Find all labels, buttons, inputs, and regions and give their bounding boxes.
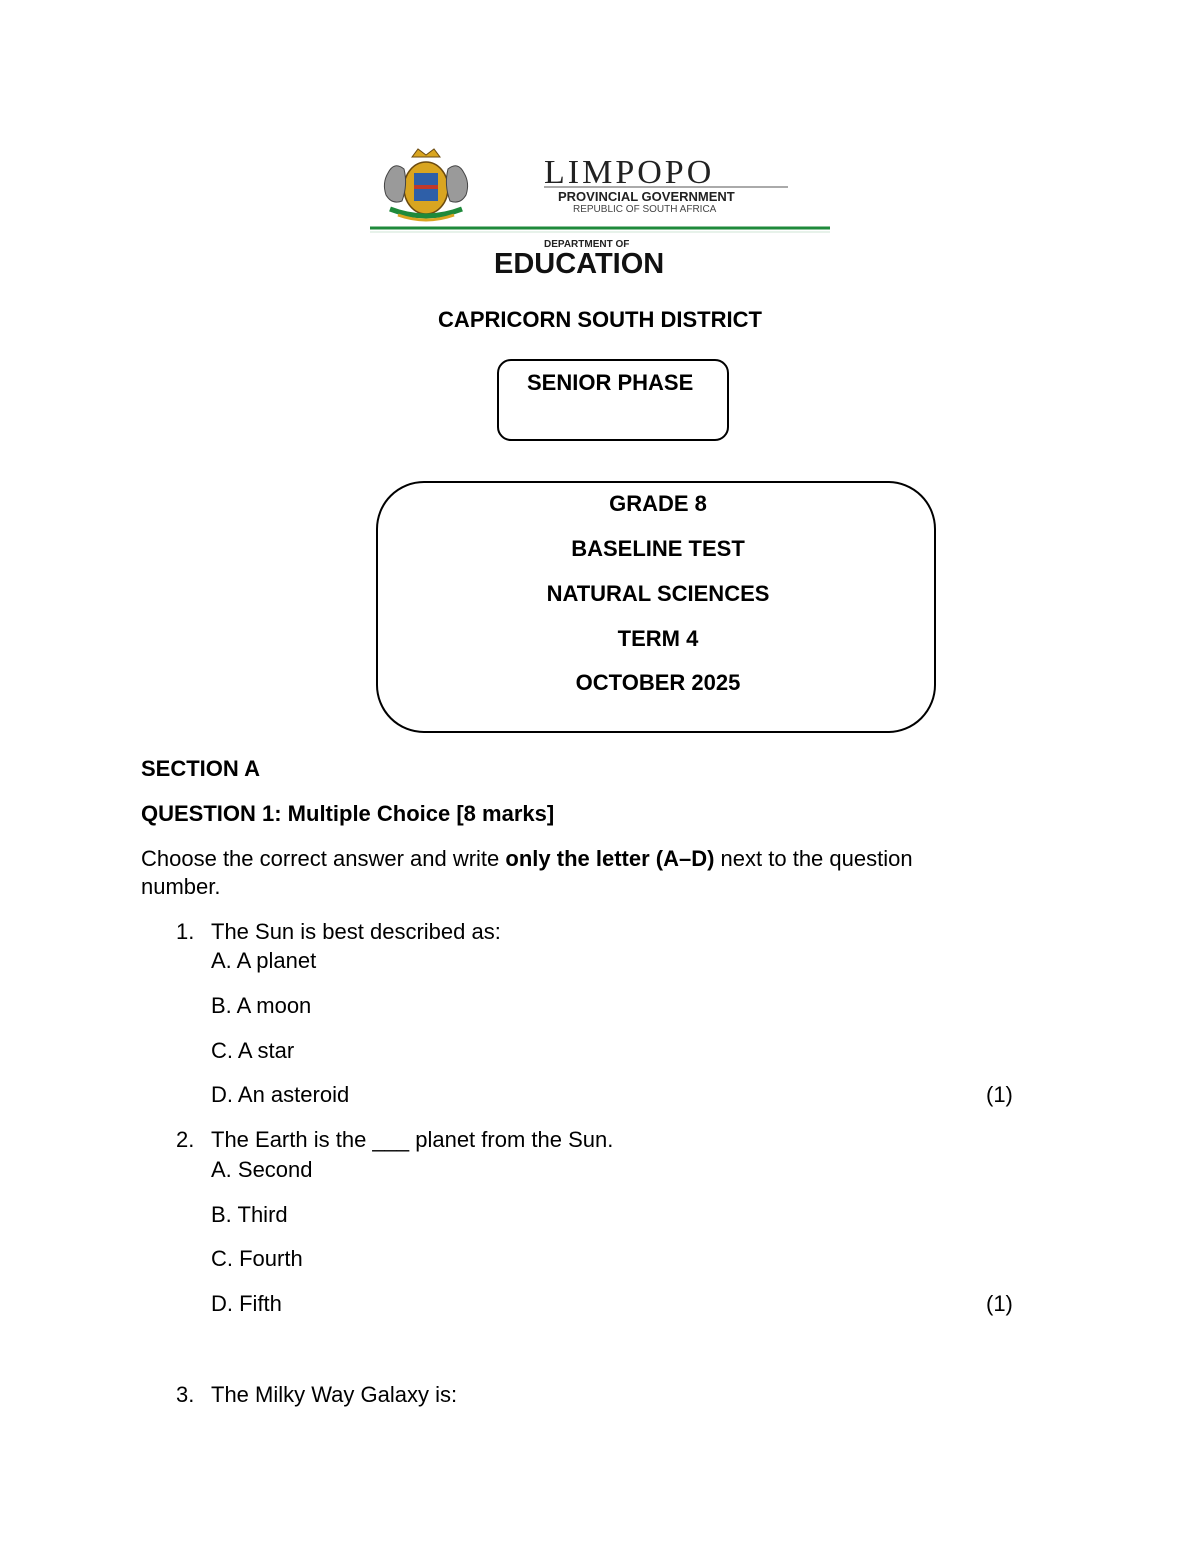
option: B. A moon bbox=[211, 993, 312, 1018]
info-grade: GRADE 8 bbox=[609, 491, 707, 516]
option: D. An asteroid bbox=[211, 1082, 350, 1107]
option: A. Second bbox=[211, 1157, 313, 1182]
question-number: 2. bbox=[176, 1127, 195, 1152]
question-number: 1. bbox=[176, 919, 195, 944]
question-text: The Milky Way Galaxy is: bbox=[211, 1382, 458, 1407]
question-text: The Earth is the ___ planet from the Sun. bbox=[211, 1127, 614, 1152]
instruction-text-bold: only the letter (A–D) bbox=[505, 846, 715, 871]
limpopo-education-logo bbox=[368, 143, 838, 288]
logo-government: PROVINCIAL GOVERNMENT bbox=[558, 189, 735, 204]
question-text: The Sun is best described as: bbox=[211, 919, 501, 944]
district-title: CAPRICORN SOUTH DISTRICT bbox=[438, 307, 762, 332]
info-test-type: BASELINE TEST bbox=[571, 536, 745, 561]
marks-label: (1) bbox=[986, 1291, 1013, 1316]
logo-department: EDUCATION bbox=[494, 248, 665, 280]
instruction-line-1 bbox=[141, 846, 913, 872]
info-date: OCTOBER 2025 bbox=[575, 670, 741, 695]
test-info-box bbox=[376, 481, 936, 733]
option: C. A star bbox=[211, 1038, 295, 1063]
phase-box bbox=[497, 359, 729, 441]
option: C. Fourth bbox=[211, 1246, 303, 1271]
option: D. Fifth bbox=[211, 1291, 282, 1316]
info-subject: NATURAL SCIENCES bbox=[546, 581, 770, 606]
phase-label: SENIOR PHASE bbox=[527, 370, 694, 395]
instruction-line-2: number. bbox=[141, 874, 221, 899]
section-title: SECTION A bbox=[141, 756, 260, 781]
logo-republic: REPUBLIC OF SOUTH AFRICA bbox=[573, 204, 717, 215]
option: A. A planet bbox=[211, 948, 317, 973]
option: B. Third bbox=[211, 1202, 288, 1227]
question-number: 3. bbox=[176, 1382, 195, 1407]
logo-province: LIMPOPO bbox=[544, 154, 715, 191]
marks-label: (1) bbox=[986, 1082, 1013, 1107]
instruction-text-after: next to the question bbox=[714, 846, 913, 871]
question-heading: QUESTION 1: Multiple Choice [8 marks] bbox=[141, 801, 555, 826]
info-term: TERM 4 bbox=[617, 626, 699, 651]
logo-department-of: DEPARTMENT OF bbox=[544, 239, 630, 250]
instruction-text-before: Choose the correct answer and write bbox=[141, 846, 506, 871]
coat-of-arms-icon bbox=[384, 149, 467, 220]
